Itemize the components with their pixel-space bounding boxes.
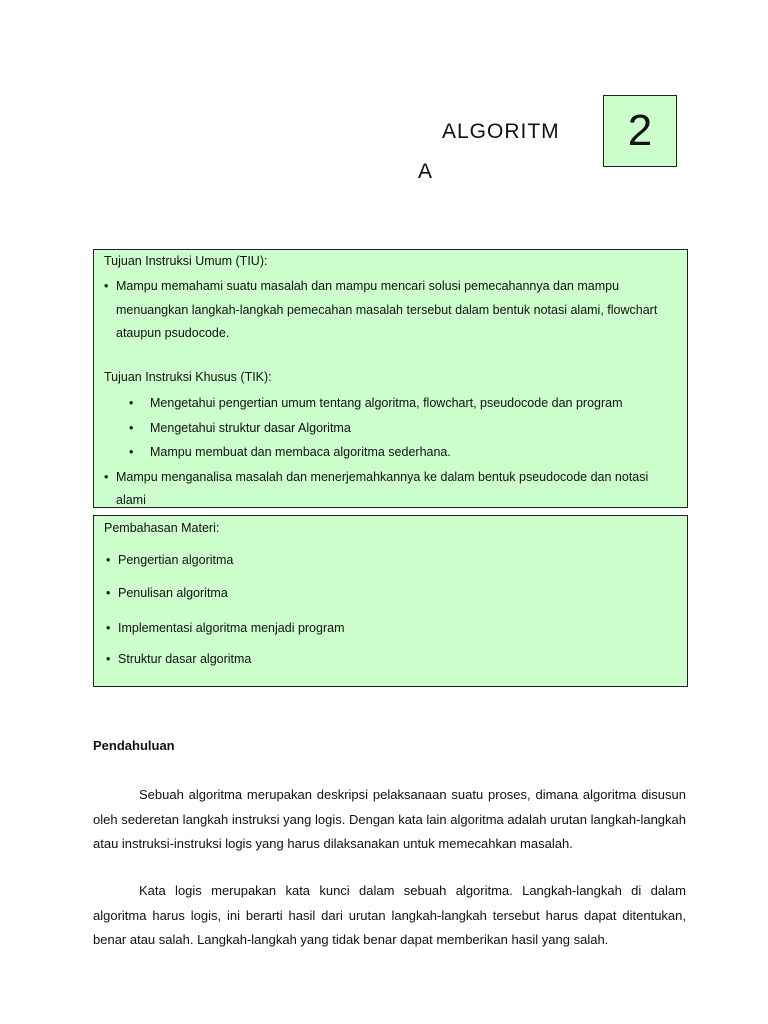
objectives-box <box>93 249 688 508</box>
chapter-number: 2 <box>627 106 653 155</box>
materi-item-1: Pengertian algoritma <box>118 553 234 567</box>
tik-item-2: Mengetahui struktur dasar Algoritma <box>150 421 351 435</box>
tik-item-4-line-2: alami <box>116 493 146 507</box>
materi-bullet-3: • <box>106 621 111 635</box>
materi-item-4: Struktur dasar algoritma <box>118 652 252 666</box>
material-box <box>93 515 688 687</box>
chapter-number-box <box>603 95 677 167</box>
materi-bullet-1: • <box>106 553 111 567</box>
tik-bullet-1: • <box>129 396 134 410</box>
paragraph-1 <box>93 783 686 857</box>
tik-item-1: Mengetahui pengertian umum tentang algoritma, flowchart, pseudocode dan program <box>150 396 623 410</box>
tiu-heading: Tujuan Instruksi Umum (TIU): <box>104 254 268 268</box>
materi-bullet-4: • <box>106 652 111 666</box>
tiu-line-3: ataupun psudocode. <box>116 326 230 340</box>
tik-item-4-line-1: Mampu menganalisa masalah dan menerjemahkannya ke dalam bentuk pseudocode dan notasi <box>116 470 649 484</box>
tiu-line-1: Mampu memahami suatu masalah dan mampu mencari solusi pemecahannya dan mampu <box>116 279 620 293</box>
tik-heading: Tujuan Instruksi Khusus (TIK): <box>104 370 272 384</box>
materi-item-3: Implementasi algoritma menjadi program <box>118 621 345 635</box>
paragraph-1-text: Sebuah algoritma merupakan deskripsi pelaksanaan suatu proses, dimana algoritma disusun oleh sederetan langkah instruksi yang logis. Dengan kata lain algoritma adalah urutan langkah-langkah atau instruksi-instruksi logis yang harus dilaksanakan untuk memecahkan masalah. <box>93 787 686 851</box>
chapter-title-line-2: A <box>418 160 433 183</box>
materi-item-2: Penulisan algoritma <box>118 586 228 600</box>
materi-bullet-2: • <box>106 586 111 600</box>
paragraph-2 <box>93 879 686 953</box>
tiu-line-2: menuangkan langkah-langkah pemecahan masalah tersebut dalam bentuk notasi alami, flowchart <box>116 303 658 317</box>
materi-heading: Pembahasan Materi: <box>104 521 220 535</box>
tiu-bullet: • <box>104 279 109 293</box>
tik-item-3: Mampu membuat dan membaca algoritma sederhana. <box>150 445 451 459</box>
section-heading: Pendahuluan <box>93 738 175 753</box>
tik-bullet-2: • <box>129 421 134 435</box>
chapter-title-line-1: ALGORITM <box>442 120 560 143</box>
paragraph-2-text: Kata logis merupakan kata kunci dalam sebuah algoritma. Langkah-langkah di dalam algoritma harus logis, ini berarti hasil dari urutan langkah-langkah tersebut harus dapat ditentukan, benar atau salah. Langkah-langkah yang tidak benar dapat memberikan hasil yang salah. <box>93 883 686 947</box>
tik-bullet-4: • <box>104 470 109 484</box>
tik-bullet-3: • <box>129 445 134 459</box>
